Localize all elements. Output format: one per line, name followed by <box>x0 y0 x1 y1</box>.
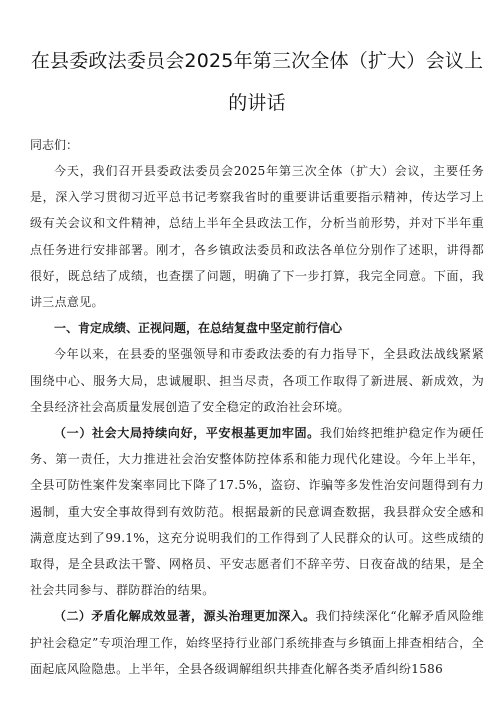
intro-paragraph: 今天，我们召开县委政法委员会2025年第三次全体（扩大）会议，主要任务是，深入学习贯彻习近平总书记考察我省时的重要讲话重要指示精神，传达学习上级有关会议和文件精神，总结上半年全县政法工作，分析当前形势，并对下半年重点任务进行安排部署。刚才，各乡镇政法委员和政法各单位分别作了述职，讲得都很好，既总结了成绩，也查摆了问题，明确了下一步打算，我完全同意。下面，我讲三点意见。 <box>30 164 484 310</box>
document-title <box>30 0 484 124</box>
section-1-heading: 一、肯定成绩、正视问题，在总结复盘中坚定前行信心 <box>54 321 343 336</box>
point-2-paragraph <box>30 603 484 682</box>
point-1-paragraph <box>30 420 484 603</box>
point-1-body: 我们始终把维护稳定作为硬任务、第一责任，大力推进社会治安整体防控体系和能力现代化建设。今年上半年，全县可防性案件发案率同比下降了17.5%，盗窃、诈骗等多发性治安问题得到有力遏制，重大安全事故得到有效防范。根据最新的民意调查数据，我县群众安全感和满意度达到了99.1%，这充分说明我们的工作得到了人民群众的认可。这些成绩的取得，是全县政法干警、网格员、平安志愿者们不辞辛劳、日夜奋战的结果，是全社会共同参与、群防群治的结果。 <box>30 426 484 598</box>
title-line-1: 在县委政法委员会2025年第三次全体（扩大）会议上 <box>30 50 484 72</box>
greeting: 同志们： <box>30 138 79 152</box>
point-2-lead: （二）矛盾化解成效显著，源头治理更加深入。 <box>54 609 316 624</box>
point-2-body: 我们持续深化“化解矛盾风险维护社会稳定”专项治理工作，始终坚持行业部门系统排查与乡镇面上排查相结合，全面起底风险隐患。上半年，全县各级调解组织共排查化解各类矛盾纠纷1586 <box>30 609 484 676</box>
section-1-paragraph: 今年以来，在县委的坚强领导和市委政法委的有力指导下，全县政法战线紧紧围绕中心、服务大局，忠诚履职、担当尽责，各项工作取得了新进展、新成效，为全县经济社会高质量发展创造了安全稳定的政治社会环境。 <box>30 347 484 414</box>
title-line-2: 的讲话 <box>228 92 286 114</box>
point-1-lead: （一）社会大局持续向好，平安根基更加牢固。 <box>54 426 320 441</box>
